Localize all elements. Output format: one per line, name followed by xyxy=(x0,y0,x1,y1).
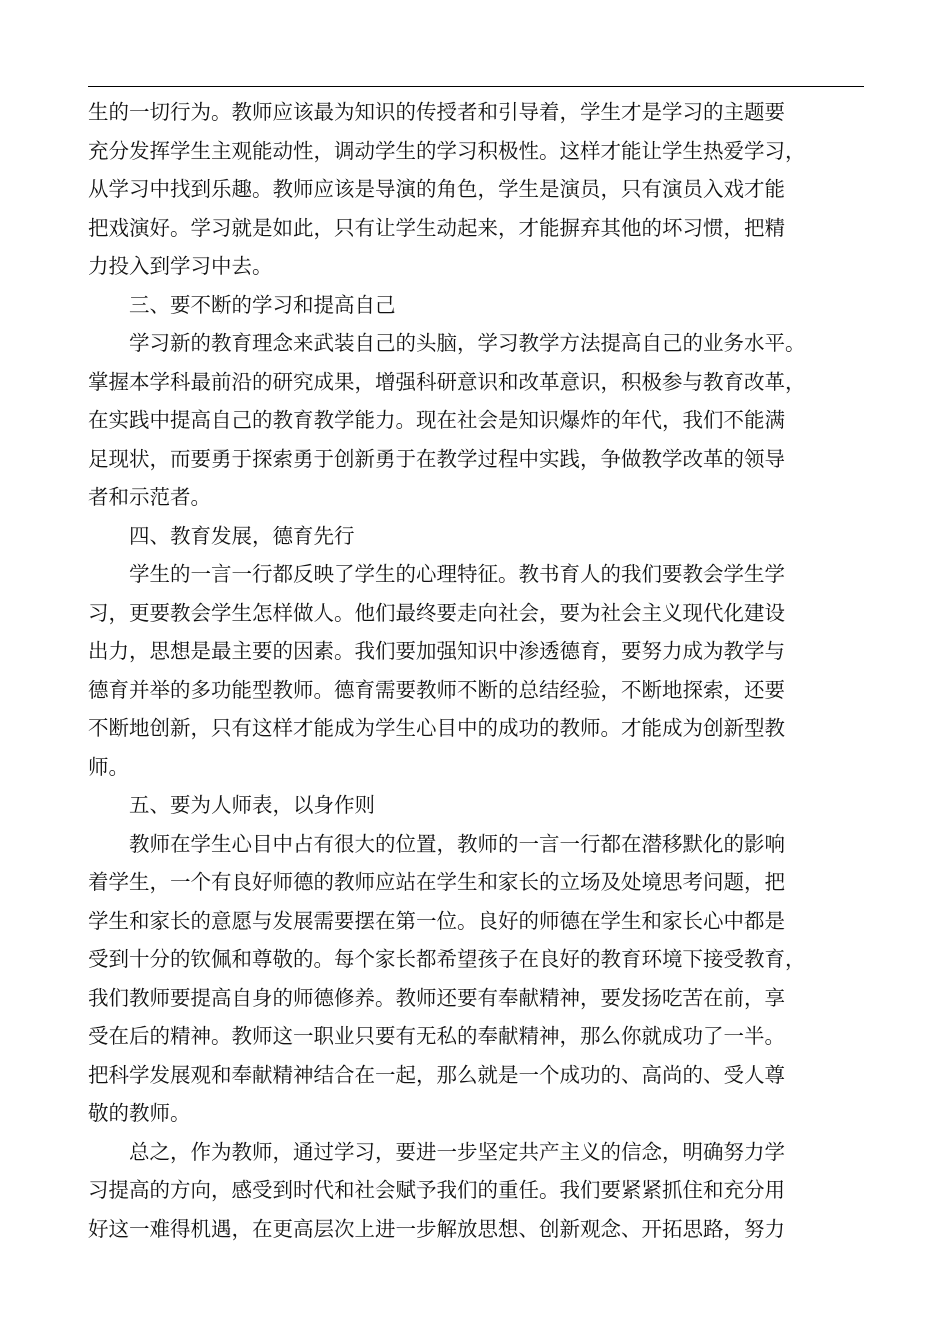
text-line: 从学习中找到乐趣。教师应该是导演的角色，学生是演员，只有演员入戏才能 xyxy=(88,177,785,201)
paragraph-start-line: 学生的一言一行都反映了学生的心理特征。教书育人的我们要教会学生学 xyxy=(129,562,785,586)
text-line: 把戏演好。学习就是如此，只有让学生动起来，才能摒弃其他的坏习惯，把精 xyxy=(88,215,785,240)
document-body xyxy=(88,93,878,1248)
text-line: 充分发挥学生主观能动性，调动学生的学习积极性。这样才能让学生热爱学习， xyxy=(88,138,806,163)
text-line: 习提高的方向，感受到时代和社会赋予我们的重任。我们要紧紧抓住和充分用 xyxy=(88,1178,785,1202)
text-line: 德育并举的多功能型教师。德育需要教师不断的总结经验，不断地探索，还要 xyxy=(88,677,785,702)
paragraph-start-line: 总之，作为教师，通过学习，要进一步坚定共产主义的信念，明确努力学 xyxy=(129,1139,785,1164)
text-line: 把科学发展观和奉献精神结合在一起，那么就是一个成功的、高尚的、受人尊 xyxy=(88,1062,785,1087)
paragraph-start-line: 五、要为人师表，以身作则 xyxy=(129,793,375,817)
text-line: 受在后的精神。教师这一职业只要有无私的奉献精神，那么你就成功了一半。 xyxy=(88,1024,785,1048)
text-line: 掌握本学科最前沿的研究成果，增强科研意识和改革意识，积极参与教育改革， xyxy=(88,369,806,394)
paragraph-start-line: 教师在学生心目中占有很大的位置，教师的一言一行都在潜移默化的影响 xyxy=(129,831,785,856)
text-line: 出力，思想是最主要的因素。我们要加强知识中渗透德育，要努力成为教学与 xyxy=(88,639,785,663)
text-line: 我们教师要提高自身的师德修养。教师还要有奉献精神，要发扬吃苦在前，享 xyxy=(88,985,785,1010)
text-line: 习，更要教会学生怎样做人。他们最终要走向社会，要为社会主义现代化建设 xyxy=(88,600,785,625)
text-line: 不断地创新，只有这样才能成为学生心目中的成功的教师。才能成为创新型教 xyxy=(88,716,785,740)
text-line: 好这一难得机遇，在更高层次上进一步解放思想、创新观念、开拓思路，努力 xyxy=(88,1216,785,1241)
text-line: 力投入到学习中去。 xyxy=(88,254,273,278)
text-line: 受到十分的钦佩和尊敬的。每个家长都希望孩子在良好的教育环境下接受教育， xyxy=(88,947,806,971)
paragraph-start-line: 三、要不断的学习和提高自己 xyxy=(129,292,396,317)
text-line: 着学生，一个有良好师德的教师应站在学生和家长的立场及处境思考问题，把 xyxy=(88,870,785,894)
paragraph-start-line: 学习新的教育理念来武装自己的头脑，学习教学方法提高自己的业务水平。 xyxy=(129,331,806,355)
text-line: 足现状，而要勇于探索勇于创新勇于在教学过程中实践，争做教学改革的领导 xyxy=(88,446,785,471)
text-line: 敬的教师。 xyxy=(88,1101,191,1125)
text-line: 师。 xyxy=(88,754,129,779)
text-line: 生的一切行为。教师应该最为知识的传授者和引导着，学生才是学习的主题要 xyxy=(88,100,785,124)
text-line: 者和示范者。 xyxy=(88,485,211,509)
header-rule xyxy=(88,86,864,87)
text-line: 学生和家长的意愿与发展需要摆在第一位。良好的师德在学生和家长心中都是 xyxy=(88,908,785,933)
text-line: 在实践中提高自己的教育教学能力。现在社会是知识爆炸的年代，我们不能满 xyxy=(88,408,785,432)
paragraph-start-line: 四、教育发展，德育先行 xyxy=(129,523,355,548)
